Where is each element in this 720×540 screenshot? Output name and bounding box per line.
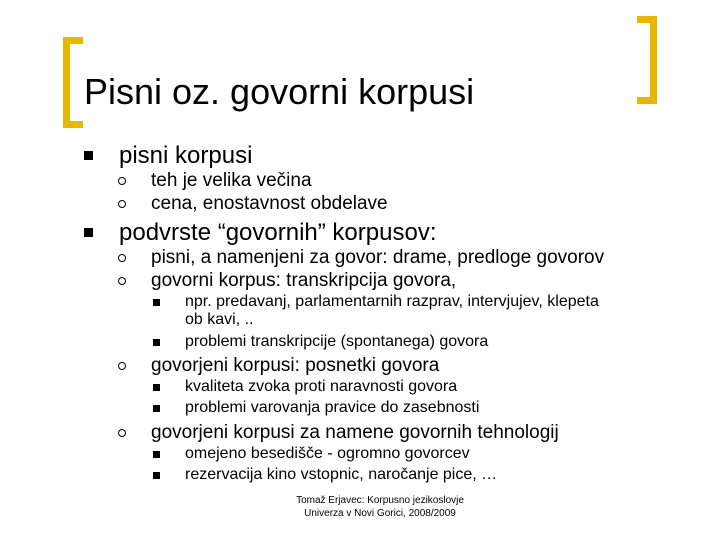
slide-title: Pisni oz. govorni korpusi xyxy=(84,71,475,112)
bullet-square-icon xyxy=(153,299,160,306)
bullet-item: pisni korpusi xyxy=(119,142,253,169)
sub-sub-bullet-item: kvaliteta zvoka proti naravnosti govora xyxy=(185,378,458,395)
bullet-square-icon xyxy=(153,451,160,458)
footer-author: Tomaž Erjavec: Korpusno jezikoslovje xyxy=(296,495,464,506)
bullet-square-icon xyxy=(153,405,160,412)
bullet-circle-icon xyxy=(118,254,126,262)
sub-bullet-item: pisni, a namenjeni za govor: drame, predloge govorov xyxy=(151,247,605,268)
bullet-circle-icon xyxy=(118,200,126,208)
bullet-square-icon xyxy=(153,472,160,479)
bullet-circle-icon xyxy=(118,362,126,370)
sub-bullet-item: cena, enostavnost obdelave xyxy=(151,193,388,214)
sub-bullet-item: teh je velika večina xyxy=(151,170,312,191)
sub-bullet-item: govorjeni korpusi: posnetki govora xyxy=(151,355,440,376)
bullet-square-icon xyxy=(84,228,93,237)
sub-sub-bullet-item: omejeno besedišče - ogromno govorcev xyxy=(185,445,470,462)
bullet-circle-icon xyxy=(118,429,126,437)
bullet-square-icon xyxy=(84,151,93,160)
sub-bullet-item: govorjeni korpusi za namene govornih tehnologij xyxy=(151,422,559,443)
bullet-circle-icon xyxy=(118,277,126,285)
sub-sub-bullet-item: problemi transkripcije (spontanega) govora xyxy=(185,333,489,350)
sub-sub-bullet-item-continuation: ob kavi, .. xyxy=(185,311,254,328)
sub-sub-bullet-item: problemi varovanja pravice do zasebnosti xyxy=(185,399,480,416)
sub-sub-bullet-item: npr. predavanj, parlamentarnih razprav, intervjujev, klepeta xyxy=(185,293,599,310)
footer-institution: Univerza v Novi Gorici, 2008/2009 xyxy=(304,508,456,519)
sub-sub-bullet-item: rezervacija kino vstopnic, naročanje pice, … xyxy=(185,466,498,483)
sub-bullet-item: govorni korpus: transkripcija govora, xyxy=(151,270,457,291)
bullet-item: podvrste “govornih” korpusov: xyxy=(119,219,437,246)
bullet-circle-icon xyxy=(118,177,126,185)
bullet-square-icon xyxy=(153,339,160,346)
bullet-square-icon xyxy=(153,384,160,391)
